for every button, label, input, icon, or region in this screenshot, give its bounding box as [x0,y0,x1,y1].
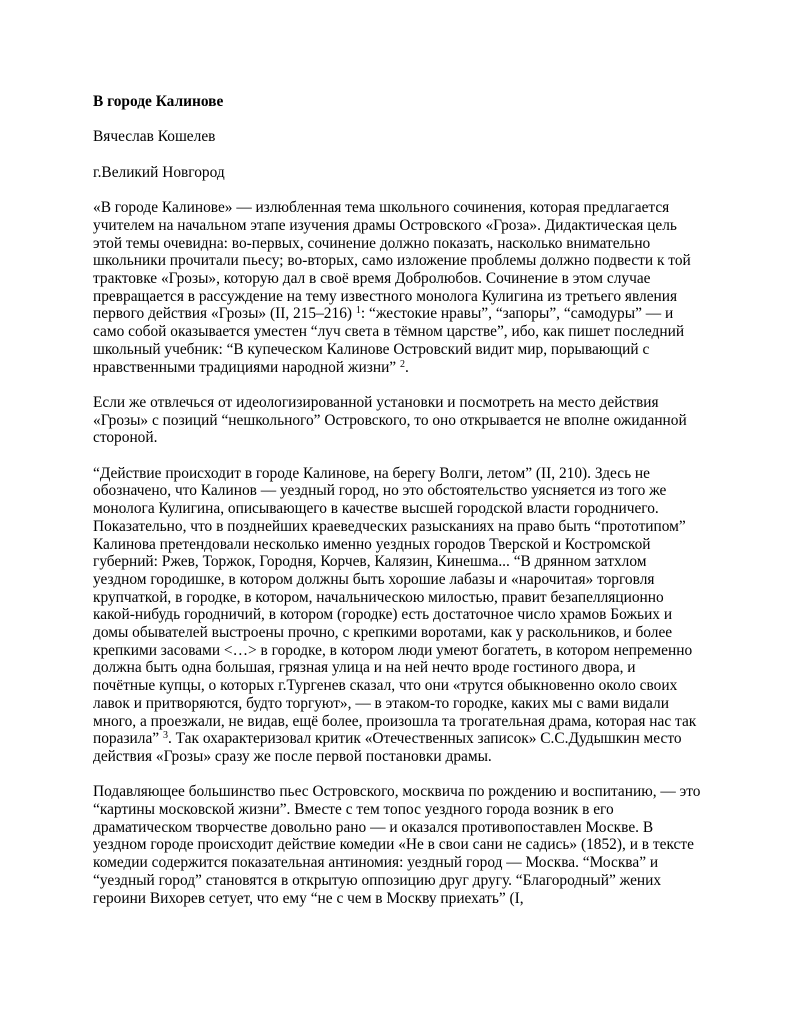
text-run: : “жестокие нравы”, “запоры”, “самодуры” — и само собой оказывается уместен “луч света в тёмном царстве”, ибо, как пишет последний школьный учебник: “В купеческом Калинове Островский видит мир, порывающий с нравственными традициями народной жизни” [93,305,685,376]
text-run: Если же отвлечься от идеологизированной установки и посмотреть на место действия «Грозы» с позиций “нешкольного” Островского, то оно открывается не вполне ожиданной стороной. [93,393,687,447]
body-paragraph [93,465,701,766]
footnote-ref[interactable]: 1 [355,305,361,317]
text-run: “Действие происходит в городе Калинове, на берегу Волги, летом” (II, 210). Здесь не обозначено, что Калинов — уездный город, но это обстоятельство уясняется из того же монолога Кулигина, описывающего в качестве высшей городской власти городничего. Показательно, что в позднейших краеведческих разысканиях на право быть “прототипом” Калинова претендовали несколько именно уездных городов Тверской и Костромской губерний: Ржев, Торжок, Городня, Корчев, Калязин, Кинешма... “В дрянном затхлом уездном городишке, в котором должны быть хорошие лабазы и «нарочитая» торговля крупчаткой, в городке, в котором, начальническою милостью, правит безапелляционно какой-нибудь городничий, в котором (городке) есть достаточное число храмов Божьих и домы обывателей выстроены прочно, с крепкими воротами, как у раскольников, и более крепкими засовами <…> в городке, в котором люди умеют богатеть, в котором непременно должна быть одна большая, грязная улица и на ней нечто вроде гостиного двора, и почётные купцы, о которых г.Тургенев сказал, что они «трутся обыкновенно около своих лавок и притворяются, будто торгуют», — в этаком-то городке, каких мы с вами видали много, а проезжали, не видав, ещё более, произошла та трогательная драма, которая нас так поразила” [93,464,697,748]
document-title: В городе Калинове [93,93,224,110]
body-paragraph [93,783,701,907]
author-name: Вячеслав Кошелев [93,128,216,146]
text-run: . Так охарактеризовал критик «Отечественных записок» С.С.Дудышкин место действия «Грозы» сразу же после первой постановки драмы. [93,730,682,765]
body-paragraph [93,199,701,376]
footnote-ref[interactable]: 3 [162,730,168,742]
author-location: г.Великий Новгород [93,163,225,181]
text-run: «В городе Калинове» — излюбленная тема школьного сочинения, которая предлагается учителем на начальном этапе изучения драмы Островского «Гроза». Дидактическая цель этой темы очевидна: во-первых, сочинение должно показать, насколько внимательно школьники прочитали пьесу; во-вторых, само изложение проблемы должно подвести к той трактовке «Грозы», которую дал в своё время Добролюбов. Сочинение в этом случае превращается в рассуждение на тему известного монолога Кулигина из третьего явления первого действия «Грозы» (II, 215–216) [93,199,691,323]
footnote-ref[interactable]: 2 [400,358,405,370]
document-page [93,93,701,925]
text-run: . [405,358,409,376]
text-run: Подавляющее большинство пьес Островского, москвича по рождению и воспитанию, — это “картины московской жизни”. Вместе с тем топос уездного города возник в его драматическом творчестве довольно рано — и оказался противопоставлен Москве. В уездном городе происходит действие комедии «Не в свои сани не садись» (1852), и в тексте комедии содержится показательная антиномия: уездный город — Москва. “Москва” и “уездный город” становятся в открытую оппозицию друг другу. “Благородный” жених героини Вихорев сетует, что ему “не с чем в Москву приехать” (I, [93,783,701,907]
body-paragraph [93,394,701,447]
